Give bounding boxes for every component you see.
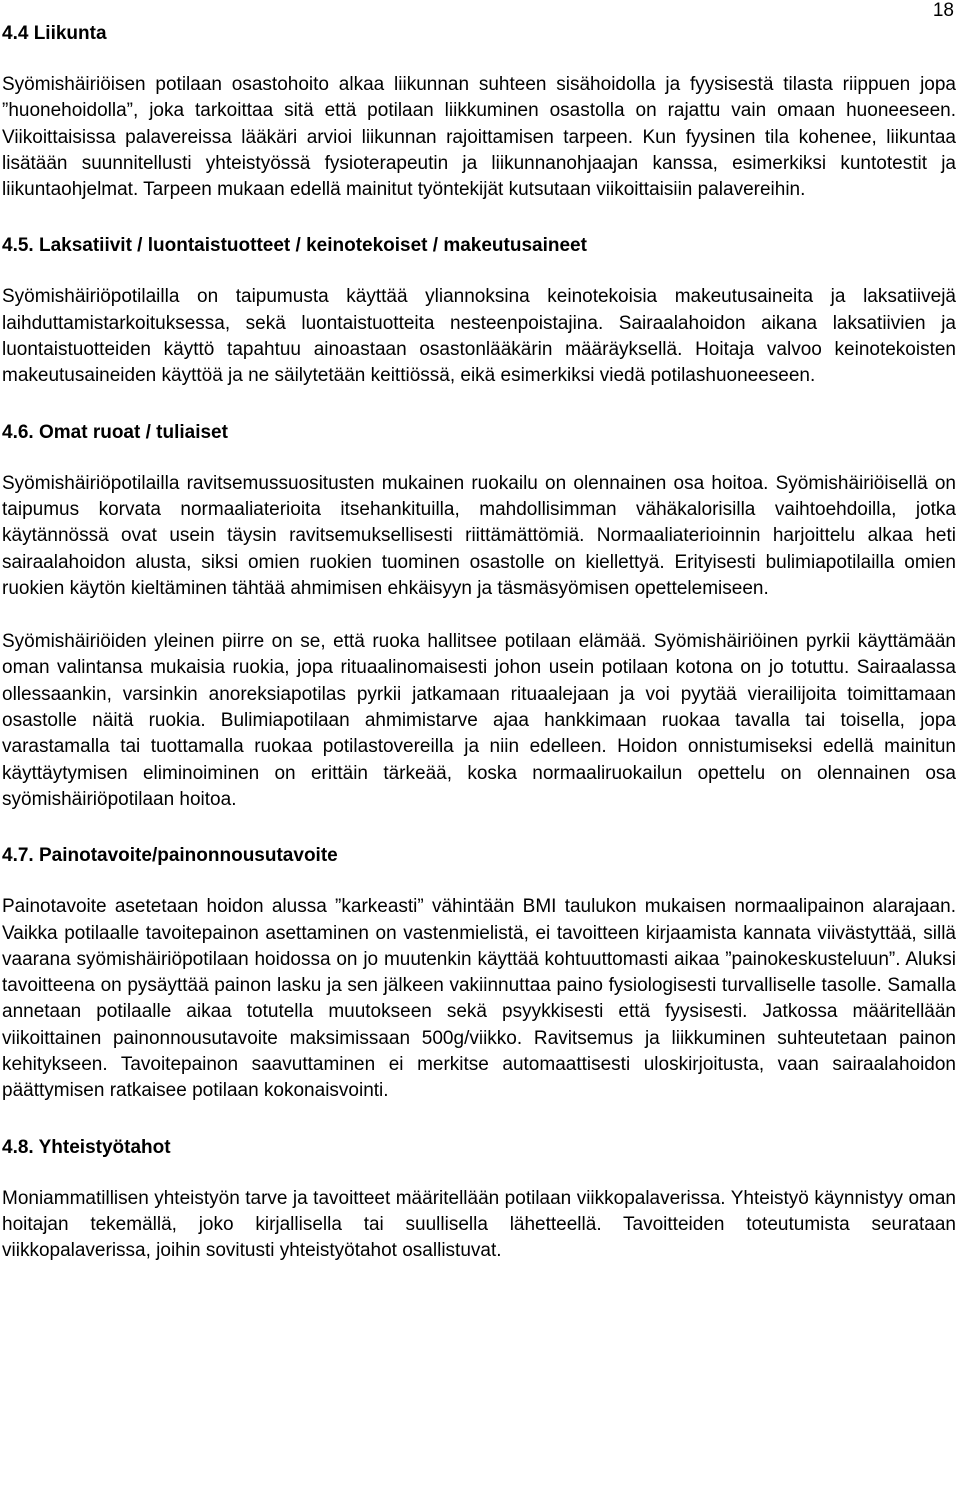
section-heading-yhteistyotahot: 4.8. Yhteistyötahot [2, 1136, 171, 1158]
section-heading-painotavoite: 4.7. Painotavoite/painonnousutavoite [2, 845, 338, 867]
section-paragraph: Syömishäiriöiden yleinen piirre on se, että ruoka hallitsee potilaan elämää. Syömishäiriöinen pyrkii käyttämään oman valintansa mukaisia ruokia, jopa rituaalinomaisesti johon usein potilaan kotona on jo totuttu. Sairaalassa ollessaankin, varsinkin anoreksiapotilas pyrkii jatkamaan rituaalejaan ja voi pyytää vierailijoita toimittamaan osastolle näitä ruokia. Bulimiapotilaan ahmimistarve ajaa hankkimaan ruokaa tavalla tai toisella, jopa varastamalla tai tuottamalla ruokaa potilastovereilla ja niin edelleen. Hoidon onnistumiseksi edellä mainitun käyttäytymisen eliminoiminen on erittäin tärkeää, koska normaaliruokailun opettelu on olennainen osa syömishäiriöpotilaan hoitoa. [2, 631, 956, 810]
section-heading-liikunta: 4.4 Liikunta [2, 23, 107, 44]
page-number: 18 [932, 0, 954, 21]
section-heading-omat-ruoat: 4.6. Omat ruoat / tuliaiset [2, 421, 228, 443]
section-paragraph: Syömishäiriöpotilailla on taipumusta käyttää yliannoksina keinotekoisia makeutusaineita ja laksatiivejä laihduttamistarkoituksessa, sekä luontaistuotteita nesteenpoistajina. Sairaalahoidon aikana laksatiivien ja luontaistuotteiden käyttö tapahtuu ainoastaan osastonlääkärin määräyksellä. Hoitaja valvoo keinotekoisten makeutusaineiden käyttöä ja ne säilytetään keittiössä, eikä esimerkiksi viedä potilashuoneeseen. [2, 286, 956, 387]
section-paragraph: Syömishäiriöpotilailla ravitsemussuositusten mukainen ruokailu on olennainen osa hoitoa. Syömishäiriöisellä on taipumus korvata normaaliaterioita itsehankituilla, mahdollisimman vähäkalorisilla vaihtoehdoilla, jotka käytännössä ovat usein täysin ravitsemuksellisesti riittämättömiä. Normaaliaterioinnin harjoittelu alkaa heti sairaalahoidon alusta, siksi omien ruokien tuominen osastolle on kiellettyä. Erityisesti bulimiapotilailla omien ruokien käytön kieltäminen tähtää ahmimisen ehkäisyyn ja täsmäsyömisen opettelemiseen. [2, 472, 956, 599]
section-paragraph: Moniammatillisen yhteistyön tarve ja tavoitteet määritellään potilaan viikkopalaverissa. Yhteistyö käynnistyy oman hoitajan tekemällä, joko kirjallisella tai suullisella lähetteellä. Tavoitteiden toteutumista seurataan viikkopalaverissa, joihin sovitusti yhteistyötahot osallistuvat. [2, 1187, 956, 1262]
section-paragraph: Syömishäiriöisen potilaan osastohoito alkaa liikunnan suhteen sisähoidolla ja fyysisestä tilasta riippuen jopa ”huonehoidolla”, joka tarkoittaa sitä että potilaan liikkuminen osastolla on rajattu vain omaan huoneeseen. Viikoittaisissa palavereissa lääkäri arvioi liikunnan rajoittamisen tarpeen. Kun fyysinen tila kohenee, liikuntaa lisätään suunnitellusti yhteistyössä fysioterapeutin ja liikunnanohjaajan kanssa, esimerkiksi kuntotestit ja liikuntaohjelmat. Tarpeen mukaan edellä mainitut työntekijät kutsutaan viikoittaisiin palavereihin. [2, 74, 956, 201]
section-paragraph: Painotavoite asetetaan hoidon alussa ”karkeasti” vähintään BMI taulukon mukaisen normaalipainon alarajaan. Vaikka potilaalle tavoitepainon asettaminen on vastenmielistä, ei tavoitteen kirjaamista kannata viivästyttää, sillä vaarana syömishäiriöpotilaan hoidossa on jo muutenkin käyttää kohtuuttomasti aikaa ”painokeskusteluun”. Aluksi tavoitteena on pysäyttää painon lasku ja sen jälkeen vakiinnuttaa paino fysiologisesti turvalliselle tasolle. Samalla annetaan potilaalle aikaa totutella muutokseen sekä psyykkisesti että fyysisesti. Jatkossa määritellään viikoittainen painonnousutavoite maksimissaan 500g/viikko. Ravitsemus ja liikkuminen suhteutetaan painon kehitykseen. Tavoitepainon saavuttaminen ei merkitse automaattisesti uloskirjoitusta, vaan sairaalahoidon päättymisen ratkaisee potilaan kokonaisvointi. [2, 896, 956, 1102]
section-heading-laksatiivit: 4.5. Laksatiivit / luontaistuotteet / keinotekoiset / makeutusaineet [2, 235, 587, 257]
document-body [2, 20, 956, 1265]
